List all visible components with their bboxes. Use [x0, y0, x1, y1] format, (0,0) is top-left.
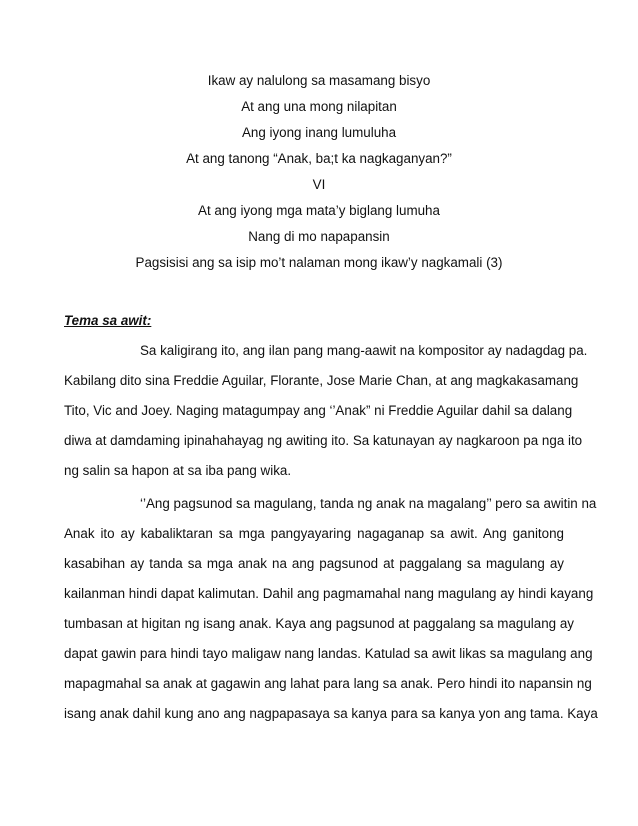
- paragraph-line: tumbasan at higitan ng isang anak. Kaya ang pagsunod at paggalang sa magulang ay: [64, 616, 574, 631]
- paragraph-line: Sa kaligirang ito, ang ilan pang mang-aawit na kompositor ay nadagdag pa.: [140, 343, 588, 358]
- paragraph-theme-body: [64, 489, 598, 729]
- lyric-line: At ang iyong mga mata’y biglang lumuha: [198, 203, 440, 218]
- lyric-line: Ikaw ay nalulong sa masamang bisyo: [207, 73, 431, 88]
- paragraph-line: ng salin sa hapon at sa iba pang wika.: [64, 463, 292, 478]
- lyric-line: At ang tanong “Anak, ba;t ka nagkaganyan?”: [186, 151, 452, 166]
- paragraph-line: isang anak dahil kung ano ang nagpapasaya sa kanya para sa kanya yon ang tama. Kaya: [64, 706, 598, 721]
- paragraph-line: kailanman hindi dapat kalimutan. Dahil ang pagmamahal nang magulang ay hindi kayang: [64, 586, 594, 601]
- song-lyrics: [0, 68, 638, 276]
- paragraph-line: kasabihan ay tanda sa mga anak na ang pagsunod at paggalang sa magulang ay: [64, 556, 564, 571]
- paragraph-line: dapat gawin para hindi tayo maligaw nang landas. Katulad sa awit likas sa magulang ang: [64, 646, 593, 661]
- paragraph-line: Tito, Vic and Joey. Naging matagumpay ang ‘’Anak” ni Freddie Aguilar dahil sa dalang: [64, 403, 573, 418]
- section-heading: Tema sa awit:: [64, 313, 152, 328]
- lyric-line: Pagsisisi ang sa isip mo’t nalaman mong ikaw’y nagkamali (3): [135, 255, 503, 270]
- paragraph-line: diwa at damdaming ipinahahayag ng awiting ito. Sa katunayan ay nagkaroon pa nga ito: [64, 433, 583, 448]
- paragraph-line: ‘’Ang pagsunod sa magulang, tanda ng anak na magalang’’ pero sa awitin na: [140, 496, 597, 511]
- lyric-line: Ang iyong inang lumuluha: [241, 125, 397, 140]
- paragraph-line: Anak ito ay kabaliktaran sa mga pangyayaring nagaganap sa awit. Ang ganitong: [64, 526, 564, 541]
- paragraph-theme-intro: [64, 336, 588, 486]
- paragraph-line: mapagmahal sa anak at gagawin ang lahat para lang sa anak. Pero hindi ito napansin ng: [64, 676, 592, 691]
- stanza-number: VI: [312, 177, 326, 192]
- lyric-line: Nang di mo napapansin: [248, 229, 390, 244]
- paragraph-line: Kabilang dito sina Freddie Aguilar, Florante, Jose Marie Chan, at ang magkakasamang: [64, 373, 579, 388]
- lyric-line: At ang una mong nilapitan: [241, 99, 397, 114]
